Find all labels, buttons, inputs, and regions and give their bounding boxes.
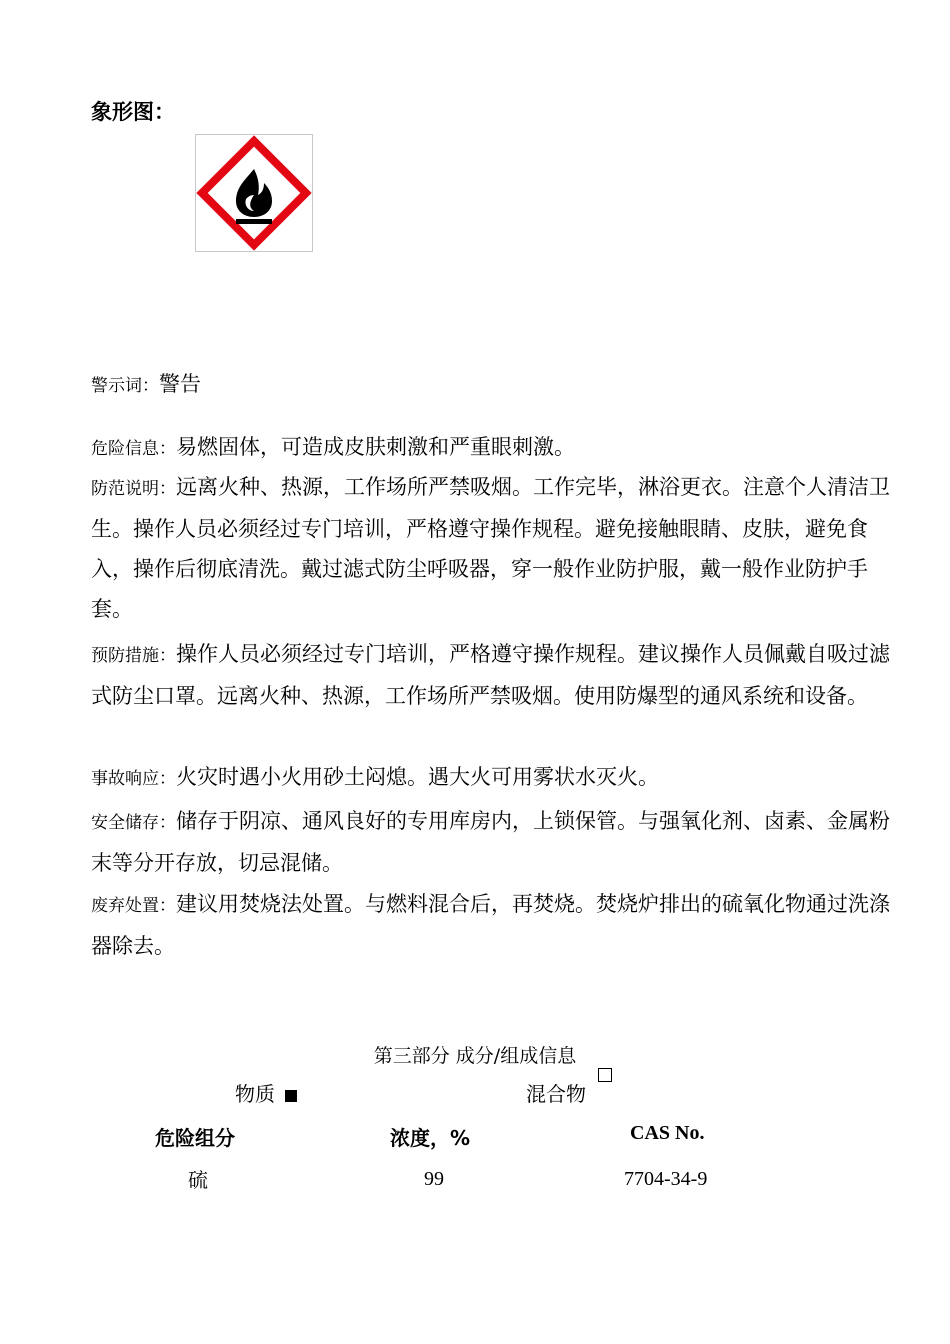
substance-checkbox-checked <box>285 1090 297 1102</box>
pictogram-heading: 象形图： <box>91 100 175 124</box>
disposal-label: 废弃处置： <box>91 896 176 916</box>
hazard-statement-text: 易燃固体，可造成皮肤刺激和严重眼刺激。 <box>176 435 575 459</box>
mixture-label: 混合物 <box>526 1082 586 1106</box>
hazard-statement <box>91 427 891 469</box>
safe-storage-label: 安全储存： <box>91 813 176 833</box>
precautionary-statement-label: 防范说明： <box>91 479 176 499</box>
safe-storage <box>91 801 891 883</box>
precautionary-statement <box>91 467 891 629</box>
cell-concentration: 99 <box>424 1168 444 1190</box>
prevention-measures-label: 预防措施： <box>91 646 176 666</box>
mixture-checkbox-unchecked <box>598 1068 612 1082</box>
disposal <box>91 884 891 966</box>
substance-label: 物质 <box>235 1082 275 1106</box>
header-concentration: 浓度，% <box>390 1126 471 1150</box>
header-component: 危险组分 <box>155 1126 235 1150</box>
part3-title: 第三部分 成分/组成信息 <box>373 1045 577 1067</box>
emergency-response-text: 火灾时遇小火用砂土闷熄。遇大火可用雾状水灭火。 <box>176 765 659 789</box>
disposal-text: 建议用焚烧法处置。与燃料混合后，再焚烧。焚烧炉排出的硫氧化物通过洗涤器除去。 <box>91 892 890 958</box>
flammable-pictogram <box>195 134 313 252</box>
substance-option <box>235 1078 297 1107</box>
cell-cas: 7704-34-9 <box>624 1168 708 1190</box>
mixture-option <box>526 1078 612 1107</box>
prevention-measures-text: 操作人员必须经过专门培训，严格遵守操作规程。建议操作人员佩戴自吸过滤式防尘口罩。远离火种、热源，工作场所严禁吸烟。使用防爆型的通风系统和设备。 <box>91 642 890 708</box>
signal-word-value: 警告 <box>159 372 201 396</box>
signal-word-row <box>91 368 201 398</box>
signal-word-label: 警示词： <box>91 376 159 396</box>
safe-storage-text: 储存于阴凉、通风良好的专用库房内，上锁保管。与强氧化剂、卤素、金属粉末等分开存放，切忌混储。 <box>91 809 890 875</box>
precautionary-statement-text: 远离火种、热源，工作场所严禁吸烟。工作完毕，淋浴更衣。注意个人清洁卫生。操作人员必须经过专门培训，严格遵守操作规程。避免接触眼睛、皮肤，避免食入，操作后彻底清洗。戴过滤式防尘呼吸器，穿一般作业防护服，戴一般作业防护手套。 <box>91 475 890 621</box>
flame-icon <box>196 135 312 251</box>
emergency-response <box>91 757 891 799</box>
hazard-statement-label: 危险信息： <box>91 439 176 459</box>
header-cas: CAS No. <box>630 1122 705 1144</box>
cell-component: 硫 <box>188 1168 208 1192</box>
prevention-measures <box>91 634 891 716</box>
emergency-response-label: 事故响应： <box>91 769 176 789</box>
